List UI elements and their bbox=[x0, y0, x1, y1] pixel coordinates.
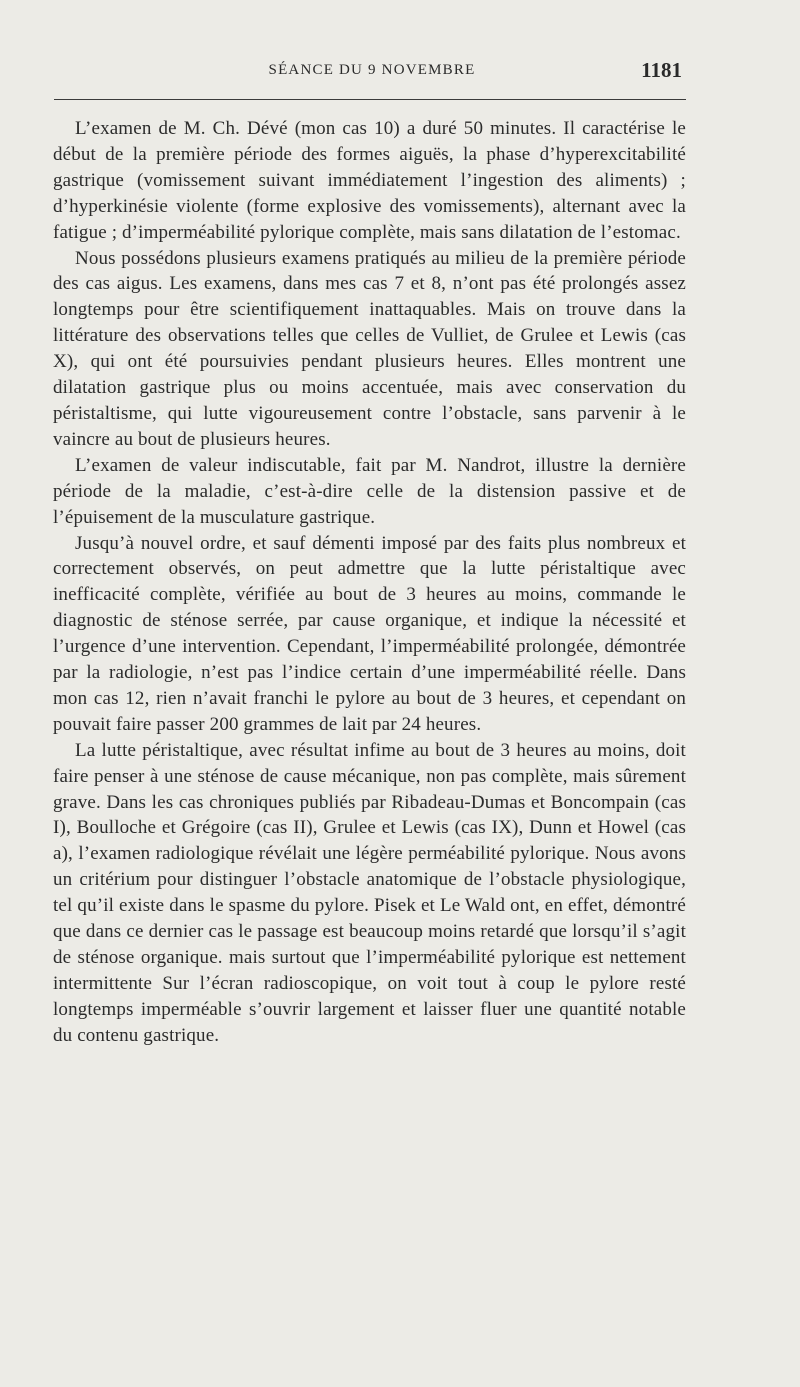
paragraph: L’examen de valeur indiscutable, fait par M. Nandrot, illustre la dernière période de la maladie, c’est-à-dire celle de la distension passive et de l’épuisement de la musculature gastrique. bbox=[53, 454, 686, 528]
header-rule bbox=[54, 99, 686, 100]
body-text bbox=[53, 116, 686, 1049]
paragraph: Jusqu’à nouvel ordre, et sauf démenti imposé par des faits plus nombreux et correctement observés, on peut admettre que la lutte péristaltique avec inefficacité complète, vérifiée au bout de 3 heures au moins, commande le diagnostic de sténose serrée, par cause organique, et indique la nécessité et l’urgence d’une intervention. Cependant, l’imperméabilité prolongée, démontrée par la radiologie, n’est pas l’indice certain d’une imperméabilité réelle. Dans mon cas 12, rien n’avait franchi le pylore au bout de 3 heures, et cependant on pouvait faire passer 200 grammes de lait par 24 heures. bbox=[53, 532, 686, 735]
paragraph: Nous possédons plusieurs examens pratiqués au milieu de la première période des cas aigus. Les examens, dans mes cas 7 et 8, n’ont pas été prolongés assez longtemps pour être scientifiquement inattaquables. Mais on trouve dans la littérature des observations telles que celles de Vulliet, de Grulee et Lewis (cas X), qui ont été poursuivies pendant plusieurs heures. Elles montrent une dilatation gastrique plus ou moins accentuée, mais avec conservation du péristaltisme, qui lutte vigoureusement contre l’obstacle, sans parvenir à le vaincre au bout de plusieurs heures. bbox=[53, 247, 686, 450]
paragraph: La lutte péristaltique, avec résultat infime au bout de 3 heures au moins, doit faire penser à une sténose de cause mécanique, non pas complète, mais sûrement grave. Dans les cas chroniques publiés par Ribadeau-Dumas et Boncompain (cas I), Boulloche et Grégoire (cas II), Grulee et Lewis (cas IX), Dunn et Howel (cas a), l’examen radiologique révélait une légère perméabilité pylorique. Nous avons un critérium pour distinguer l’obstacle anatomique de l’obstacle physiologique, tel qu’il existe dans le spasme du pylore. Pisek et Le Wald ont, en effet, démontré que dans ce dernier cas le passage est beaucoup moins retardé que lorsqu’il s’agit de sténose organique. mais surtout que l’imperméabilité pylorique est nettement intermittente Sur l’écran radioscopique, on voit tout à coup le pylore resté longtemps imperméable s’ouvrir largement et laisser fluer une quantité notable du contenu gastrique. bbox=[53, 739, 686, 1046]
page-header bbox=[58, 58, 686, 88]
paragraph: L’examen de M. Ch. Dévé (mon cas 10) a duré 50 minutes. Il caractérise le début de la première période des formes aiguës, la phase d’hyperexcitabilité gastrique (vomissement suivant immédiatement l’ingestion des aliments) ; d’hyperkinésie violente (forme explosive des vomissements), alternant avec la fatigue ; d’imperméabilité pylorique complète, mais sans dilatation de l’estomac. bbox=[53, 118, 686, 243]
running-head: SÉANCE DU 9 NOVEMBRE bbox=[268, 62, 476, 78]
page-number: 1181 bbox=[641, 58, 682, 82]
